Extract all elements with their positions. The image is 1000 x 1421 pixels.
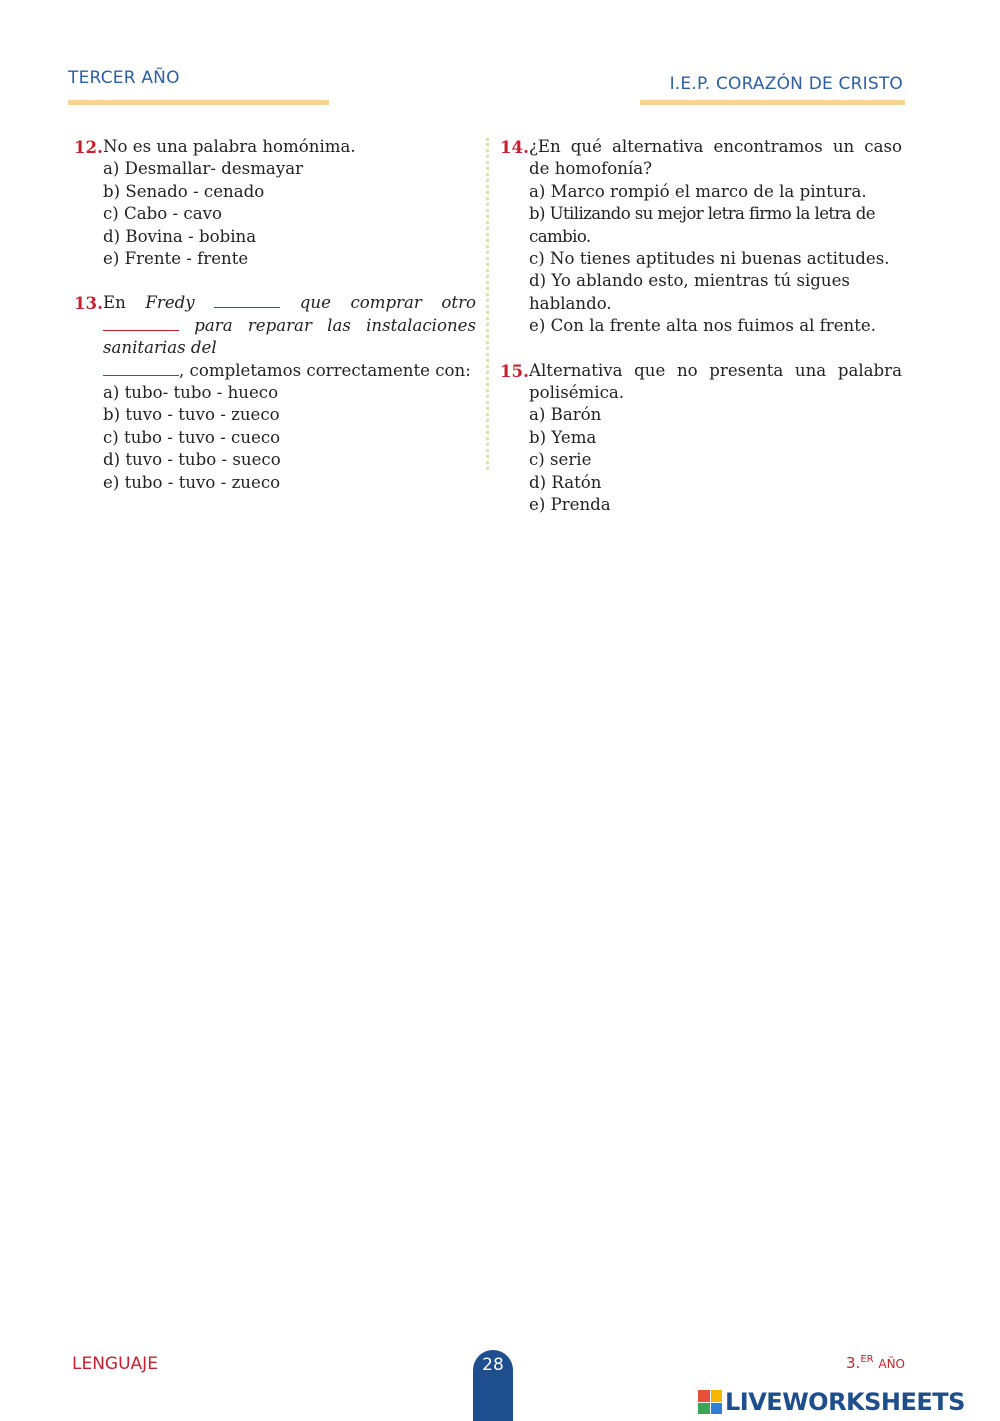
question-stem: Alternativa que no presenta una palabra polisémica.	[529, 360, 902, 403]
footer-grade	[846, 1354, 905, 1372]
question-number: 14.	[500, 137, 529, 157]
question-number: 13.	[74, 293, 103, 314]
option-c[interactable]: c) No tienes aptitudes ni buenas actitudes.	[529, 249, 890, 269]
question-number: 12.	[74, 137, 103, 157]
question-number: 15.	[500, 360, 529, 381]
option-a[interactable]: a) Barón	[529, 405, 602, 425]
question-12	[74, 136, 476, 270]
question-14	[500, 136, 902, 338]
stem-text: para reparar las instalaciones sanitarias del	[103, 315, 476, 358]
option-b[interactable]: b) Yema	[529, 427, 597, 447]
option-e[interactable]: e) tubo - tuvo - zueco	[103, 472, 281, 492]
footer-subject: LENGUAJE	[72, 1354, 158, 1374]
header-left-bar	[68, 100, 329, 105]
option-a[interactable]: a) tubo- tubo - hueco	[103, 383, 279, 403]
question-15	[500, 360, 902, 517]
grade-number: 3.	[846, 1354, 861, 1372]
right-column	[500, 136, 902, 539]
stem-text: , completamos correctamente con:	[179, 360, 471, 380]
option-c[interactable]: c) Cabo - cavo	[103, 204, 222, 224]
option-d[interactable]: d) tuvo - tubo - sueco	[103, 450, 281, 470]
grade-superscript: ER	[860, 1354, 874, 1365]
blank-3[interactable]	[103, 361, 179, 376]
header-right-bar	[640, 100, 905, 105]
liveworksheets-logo[interactable]	[698, 1388, 965, 1416]
question-stem	[103, 292, 476, 382]
page-number-tab	[473, 1350, 513, 1421]
stem-text: En	[103, 293, 146, 313]
question-stem: ¿En qué alternativa encontramos un caso de homofonía?	[529, 137, 902, 179]
option-d[interactable]: d) Yo ablando esto, mientras tú sigues hablando.	[529, 271, 850, 313]
option-b[interactable]: b) Senado - cenado	[103, 181, 265, 201]
option-a[interactable]: a) Desmallar- desmayar	[103, 159, 304, 179]
column-divider	[486, 138, 489, 470]
left-column	[74, 136, 476, 516]
blank-1[interactable]	[214, 293, 280, 308]
stem-name: Fredy	[145, 293, 195, 313]
page-number: 28	[482, 1355, 504, 1375]
grade-word: AÑO	[878, 1357, 906, 1371]
option-e[interactable]: e) Prenda	[529, 495, 611, 515]
option-c[interactable]: c) serie	[529, 450, 592, 470]
header-school: I.E.P. CORAZÓN DE CRISTO	[669, 74, 903, 94]
option-b[interactable]: b) tuvo - tuvo - zueco	[103, 405, 280, 425]
option-c[interactable]: c) tubo - tuvo - cueco	[103, 427, 281, 447]
option-e[interactable]: e) Con la frente alta nos fuimos al frente.	[529, 316, 877, 336]
option-a[interactable]: a) Marco rompió el marco de la pintura.	[529, 181, 867, 201]
header-grade: TERCER AÑO	[68, 68, 180, 88]
liveworksheets-wordmark: LIVEWORKSHEETS	[725, 1388, 965, 1416]
blank-2[interactable]	[103, 316, 179, 331]
option-b[interactable]: b) Utilizando su mejor letra firmo la letra de cambio.	[529, 204, 876, 246]
option-e[interactable]: e) Frente - frente	[103, 249, 249, 269]
liveworksheets-icon	[698, 1390, 722, 1414]
question-stem: No es una palabra homónima.	[103, 137, 356, 156]
question-13	[74, 292, 476, 494]
option-d[interactable]: d) Ratón	[529, 472, 602, 492]
option-d[interactable]: d) Bovina - bobina	[103, 226, 257, 246]
stem-text: que comprar otro	[280, 293, 476, 313]
